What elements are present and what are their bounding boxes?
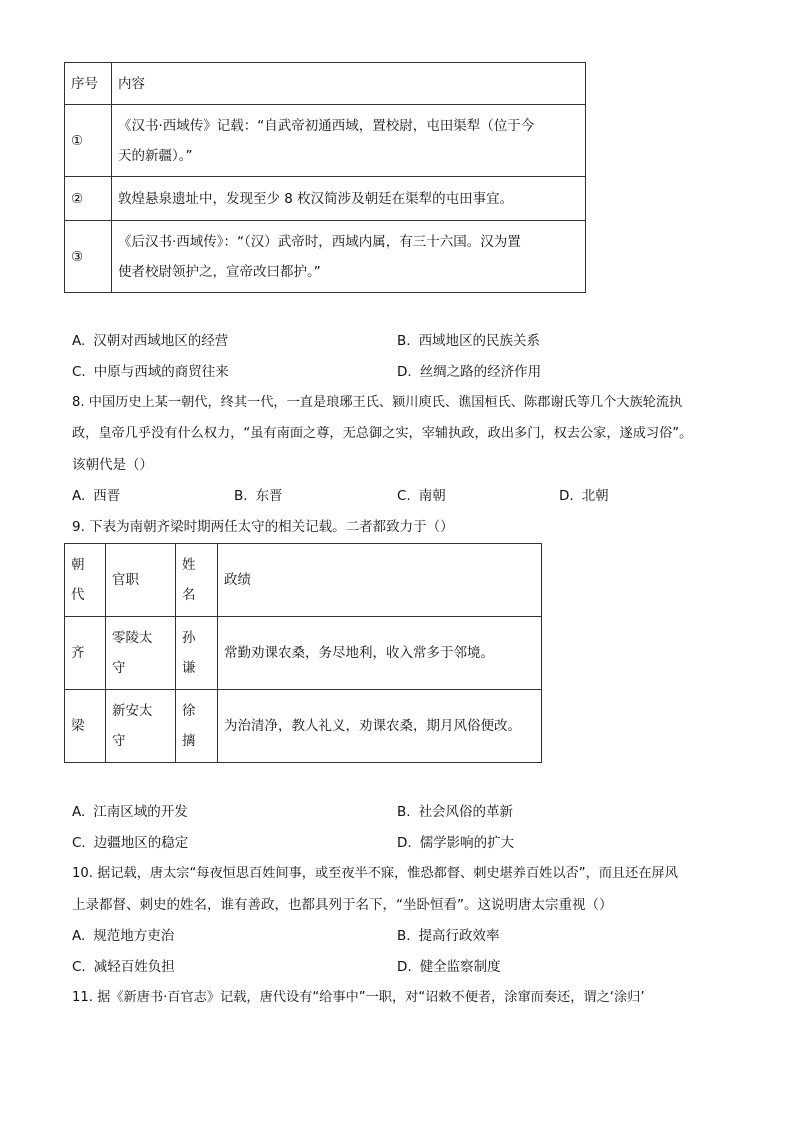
header-cell-deeds: 政绩 xyxy=(218,544,542,617)
option-text: 边疆地区的稳定 xyxy=(93,835,189,851)
option-text: 减轻百姓负担 xyxy=(93,959,175,975)
table-row xyxy=(65,221,586,293)
option-letter: B. xyxy=(397,333,411,349)
table-governors xyxy=(64,543,542,763)
question-8-line: 该朝代是（） xyxy=(72,457,153,473)
option-letter: A. xyxy=(72,928,86,944)
cell-deeds: 常勤劝课农桑，务尽地利，收入常多于邻境。 xyxy=(218,617,542,690)
cell-name xyxy=(176,617,218,690)
table-header-row xyxy=(65,544,542,617)
option-text: 提高行政效率 xyxy=(418,928,500,944)
option-letter: C. xyxy=(397,488,411,504)
option-text: 汉朝对西域地区的经营 xyxy=(93,333,229,349)
option-a xyxy=(72,802,188,822)
row-content xyxy=(112,177,586,221)
question-10-line: 10. 据记载，唐太宗“每夜恒思百姓间事，或至夜半不寐，惟恐都督、刺史堪养百姓以否”，而且还在屏风 xyxy=(72,866,678,881)
office-line: 零陵太 xyxy=(112,630,153,646)
header-cell-content: 内容 xyxy=(112,63,586,105)
option-letter: A. xyxy=(72,804,86,820)
content-line: 天的新疆）。” xyxy=(118,147,193,164)
header-cell-office: 官职 xyxy=(106,544,176,617)
row-number: ② xyxy=(65,177,112,221)
office-line: 新安太 xyxy=(112,703,153,719)
name-char: 谦 xyxy=(182,660,196,676)
option-c xyxy=(72,833,188,853)
option-letter: C. xyxy=(72,364,86,380)
option-b xyxy=(397,926,500,946)
header-cell-number: 序号 xyxy=(65,63,112,105)
option-d xyxy=(397,957,501,977)
question-9-stem: 9. 下表为南朝齐梁时期两任太守的相关记载。二者都致力于（） xyxy=(72,519,454,535)
option-a xyxy=(72,331,228,351)
question-11-line: 11. 据《新唐书·百官志》记载，唐代设有“给事中”一职，对“诏敕不便者，涂窜而奏还，谓之‘涂归’ xyxy=(72,990,645,1005)
content-line: 使者校尉领护之，宣帝改曰都护。” xyxy=(118,263,321,280)
option-d xyxy=(397,362,541,382)
option-c xyxy=(397,486,446,506)
option-text: 社会风俗的革新 xyxy=(418,804,514,820)
cell-office xyxy=(106,617,176,690)
option-letter: D. xyxy=(397,364,412,380)
table-header-row xyxy=(65,63,586,105)
header-char: 姓 xyxy=(182,557,196,573)
row-content xyxy=(112,105,586,177)
option-text: 西域地区的民族关系 xyxy=(418,333,541,349)
table-row xyxy=(65,690,542,763)
option-letter: C. xyxy=(72,835,86,851)
table-western-regions xyxy=(64,62,586,293)
header-cell-name xyxy=(176,544,218,617)
name-char: 摛 xyxy=(182,733,196,749)
header-char: 名 xyxy=(182,587,196,603)
row-number: ③ xyxy=(65,221,112,293)
option-text: 东晋 xyxy=(255,488,283,504)
option-a xyxy=(72,486,120,506)
option-d xyxy=(559,486,609,506)
option-b xyxy=(397,331,540,351)
header-char: 代 xyxy=(71,587,85,603)
option-text: 南朝 xyxy=(418,488,446,504)
option-text: 健全监察制度 xyxy=(419,959,501,975)
option-d xyxy=(397,833,514,853)
cell-deeds: 为治清净，教人礼义，劝课农桑，期月风俗便改。 xyxy=(218,690,542,763)
table-row xyxy=(65,105,586,177)
option-c xyxy=(72,957,175,977)
option-letter: B. xyxy=(397,804,411,820)
option-letter: D. xyxy=(559,488,574,504)
question-8-line: 政，皇帝几乎没有什么权力，“虽有南面之尊，无总御之实，宰辅执政，政出多门，权去公家，遂成习俗”。 xyxy=(72,426,693,441)
option-letter: A. xyxy=(72,333,86,349)
option-text: 中原与西域的商贸往来 xyxy=(93,364,229,380)
office-line: 守 xyxy=(112,733,126,749)
option-text: 儒学影响的扩大 xyxy=(419,835,515,851)
name-char: 徐 xyxy=(182,703,196,719)
option-letter: B. xyxy=(397,928,411,944)
name-char: 孙 xyxy=(182,630,196,646)
option-b xyxy=(397,802,513,822)
option-b xyxy=(234,486,283,506)
table-row xyxy=(65,177,586,221)
row-content xyxy=(112,221,586,293)
cell-dynasty: 齐 xyxy=(65,617,106,690)
question-8-line: 8. 中国历史上某一朝代，终其一代，一直是琅琊王氏、颍川庾氏、谯国桓氏、陈郡谢氏等几个大族轮流执 xyxy=(72,395,683,410)
option-letter: C. xyxy=(72,959,86,975)
cell-office xyxy=(106,690,176,763)
option-text: 江南区域的开发 xyxy=(93,804,188,820)
option-letter: B. xyxy=(234,488,248,504)
cell-dynasty: 梁 xyxy=(65,690,106,763)
option-letter: A. xyxy=(72,488,86,504)
content-line: 《汉书·西域传》记载：“自武帝初通西域，置校尉，屯田渠犁（位于今 xyxy=(118,117,535,134)
option-text: 北朝 xyxy=(581,488,609,504)
option-text: 西晋 xyxy=(93,488,121,504)
header-char: 朝 xyxy=(71,557,85,573)
option-a xyxy=(72,926,174,946)
option-text: 丝绸之路的经济作用 xyxy=(419,364,542,380)
option-c xyxy=(72,362,229,382)
content-line: 《后汉书·西域传》：“（汉）武帝时，西域内属，有三十六国。汉为置 xyxy=(118,233,521,250)
option-letter: D. xyxy=(397,835,412,851)
content-line: 敦煌悬泉遗址中，发现至少 8 枚汉简涉及朝廷在渠犁的屯田事宜。 xyxy=(118,190,514,207)
cell-name xyxy=(176,690,218,763)
option-text: 规范地方吏治 xyxy=(93,928,175,944)
table-row xyxy=(65,617,542,690)
row-number: ① xyxy=(65,105,112,177)
office-line: 守 xyxy=(112,660,126,676)
header-cell-dynasty xyxy=(65,544,106,617)
question-10-line: 上录都督、刺史的姓名，谁有善政，也都具列于名下，“坐卧恒看”。这说明唐太宗重视（） xyxy=(72,897,613,913)
option-letter: D. xyxy=(397,959,412,975)
